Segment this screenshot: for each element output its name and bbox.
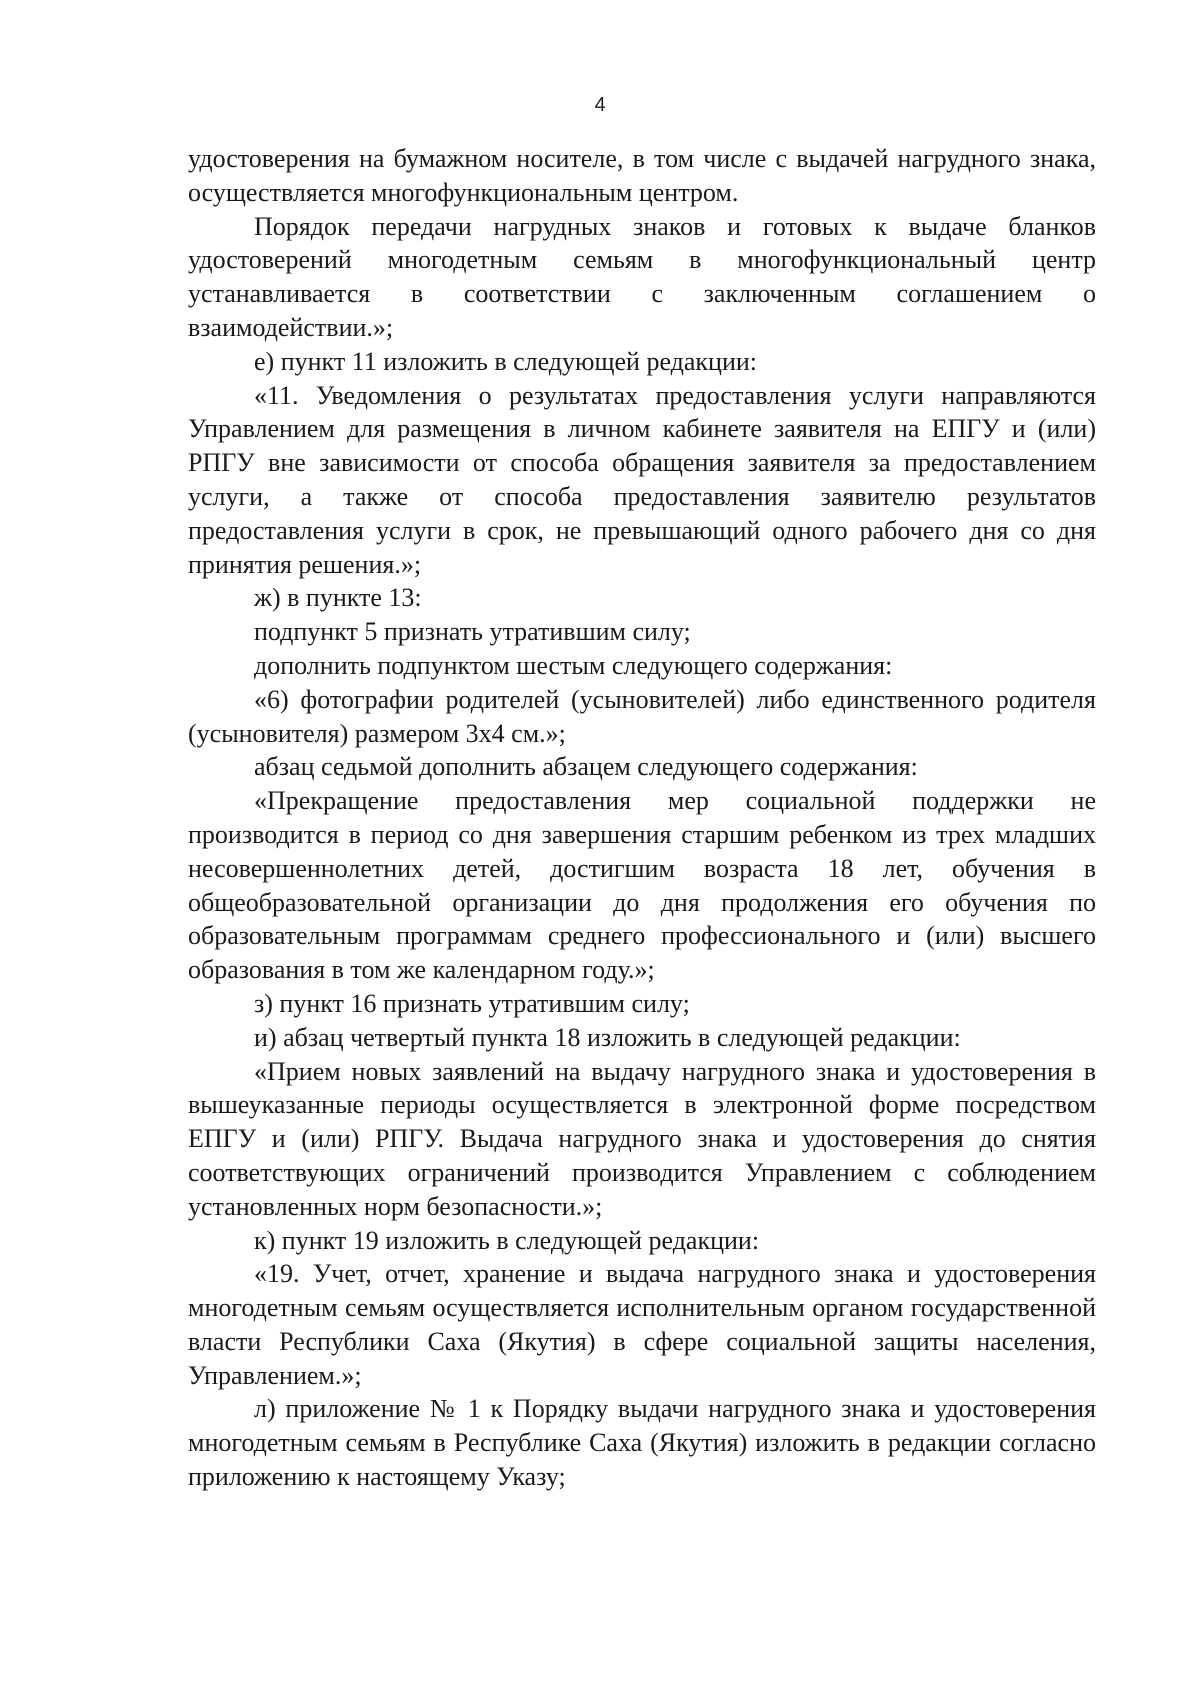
paragraph: «6) фотографии родителей (усыновителей) либо единственного родителя (усыновителя) размером 3х4 см.»; bbox=[188, 684, 1096, 748]
page-number: 4 bbox=[594, 94, 606, 116]
paragraph: к) пункт 19 изложить в следующей редакции: bbox=[254, 1225, 760, 1255]
paragraph: и) абзац четвертый пункта 18 изложить в следующей редакции: bbox=[254, 1022, 961, 1052]
paragraph: е) пункт 11 изложить в следующей редакции: bbox=[254, 346, 758, 376]
paragraph: подпункт 5 признать утратившим силу; bbox=[254, 617, 691, 647]
paragraph: з) пункт 16 признать утратившим силу; bbox=[254, 988, 690, 1018]
paragraph: удостоверения на бумажном носителе, в том числе с выдачей нагрудного знака, осуществляется многофункциональным центром. bbox=[188, 144, 1096, 207]
paragraph: л) приложение № 1 к Порядку выдачи нагрудного знака и удостоверения многодетным семьям в Республике Саха (Якутия) изложить в редакции согласно приложению к настоящему Указу; bbox=[188, 1394, 1096, 1492]
document-body bbox=[188, 142, 1096, 1494]
paragraph: «Прекращение предоставления мер социальной поддержки не производится в период со дня завершения старшим ребенком из трех младших несовершеннолетних детей, достигшим возраста 18 лет, обучения в общеобразовательной организации до дня продолжения его обучения по образовательным программам среднего профессионального и (или) высшего образования в том же календарном году.»; bbox=[188, 786, 1096, 985]
paragraph: Порядок передачи нагрудных знаков и готовых к выдаче бланков удостоверений многодетным семьям в многофункциональный центр устанавливается в соответствии с заключенным соглашением о взаимодействии.»; bbox=[188, 211, 1096, 342]
paragraph: «19. Учет, отчет, хранение и выдача нагрудного знака и удостоверения многодетным семьям осуществляется исполнительным органом государственной власти Республики Саха (Якутия) в сфере социальной защиты населения, Управлением.»; bbox=[188, 1259, 1096, 1390]
paragraph: абзац седьмой дополнить абзацем следующего содержания: bbox=[254, 752, 918, 782]
paragraph: ж) в пункте 13: bbox=[254, 583, 422, 613]
paragraph: дополнить подпунктом шестым следующего содержания: bbox=[254, 650, 893, 680]
paragraph: «Прием новых заявлений на выдачу нагрудного знака и удостоверения в вышеуказанные периоды осуществляется в электронной форме посредством ЕПГУ и (или) РПГУ. Выдача нагрудного знака и удостоверения до снятия соответствующих ограничений производится Управлением с соблюдением установленных норм безопасности.»; bbox=[188, 1056, 1096, 1221]
paragraph: «11. Уведомления о результатах предоставления услуги направляются Управлением для размещения в личном кабинете заявителя на ЕПГУ и (или) РПГУ вне зависимости от способа обращения заявителя за предоставлением услуги, а также от способа предоставления заявителю результатов предоставления услуги в срок, не превышающий одного рабочего дня со дня принятия решения.»; bbox=[188, 380, 1096, 579]
